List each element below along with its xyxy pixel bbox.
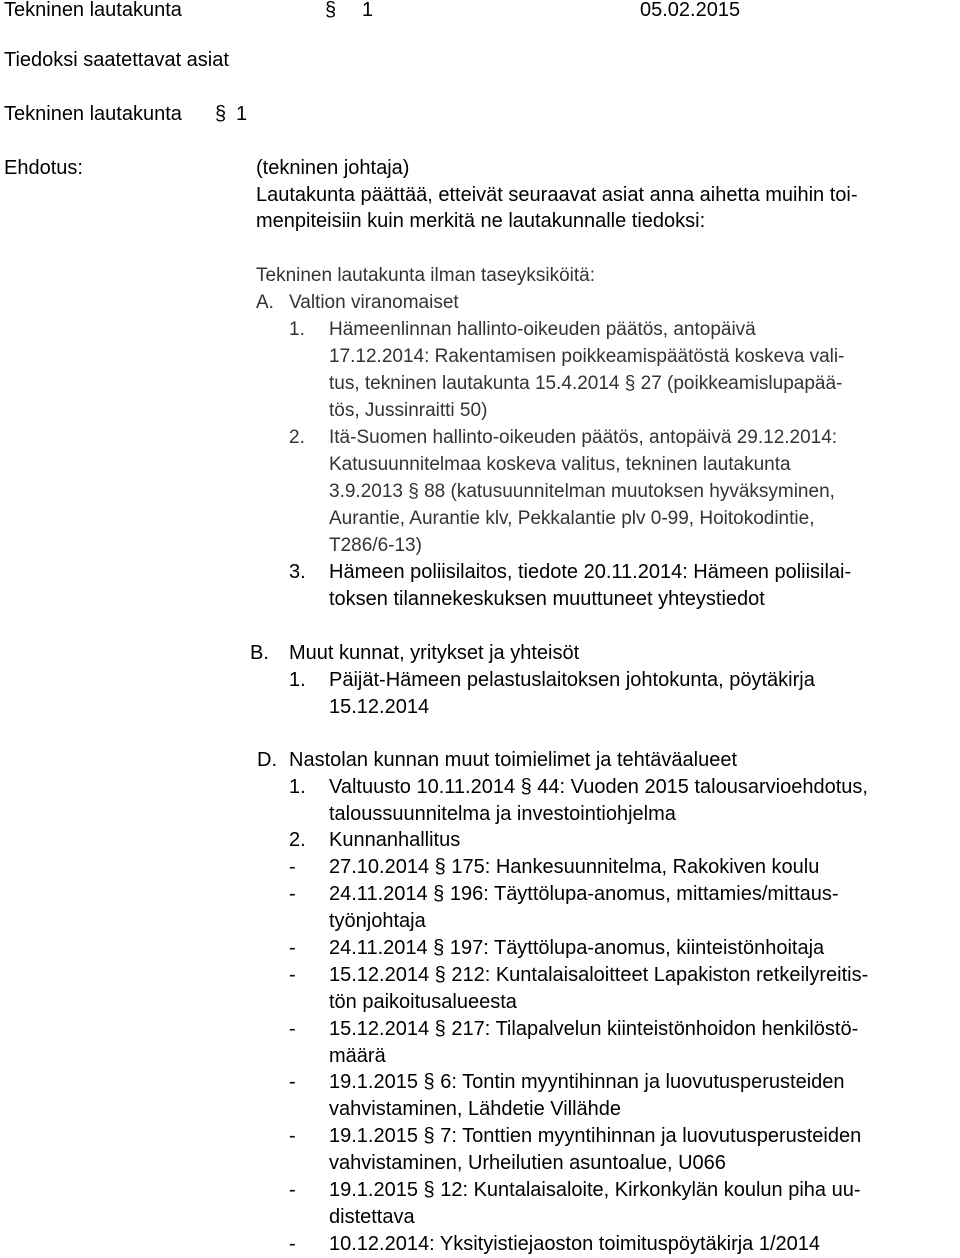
subheading-committee: Tekninen lautakunta xyxy=(4,103,182,125)
list-item-line: 19.1.2015 § 7: Tonttien myyntihinnan ja luovutusperusteiden xyxy=(329,1125,862,1147)
page-heading: Tiedoksi saatettavat asiat xyxy=(4,49,229,71)
proposal-text-line: menpiteisiin kuin merkitä ne lautakunnalle tiedoksi: xyxy=(256,210,706,232)
list-item-marker: - xyxy=(289,937,296,959)
list-item-line: tön paikoitusalueesta xyxy=(329,991,517,1013)
list-item-marker: 2. xyxy=(289,829,306,851)
header-date: 05.02.2015 xyxy=(640,0,741,21)
list-item-line: vahvistaminen, Urheilutien asuntoalue, U066 xyxy=(329,1152,726,1174)
list-item-line: tös, Jussinraitti 50) xyxy=(329,400,488,421)
list-item-line: distettava xyxy=(329,1206,415,1228)
list-item-number: 2. xyxy=(289,427,305,448)
list-item-line: Hämeen poliisilaitos, tiedote 20.11.2014: Hämeen poliisilai- xyxy=(329,561,852,583)
proposal-text-line: Lautakunta päättää, etteivät seuraavat asiat anna aihetta muihin toi- xyxy=(256,184,858,206)
list-item-line: T286/6-13) xyxy=(329,535,422,556)
list-item-line: määrä xyxy=(329,1045,386,1067)
list-item-line: 17.12.2014: Rakentamisen poikkeamispäätöstä koskeva vali- xyxy=(329,346,845,367)
subheading-section-number: 1 xyxy=(236,103,248,125)
header-committee: Tekninen lautakunta xyxy=(4,0,182,21)
list-item-line: 24.11.2014 § 196: Täyttölupa-anomus, mittamies/mittaus- xyxy=(329,883,839,905)
list-item-line: taloussuunnitelma ja investointiohjelma xyxy=(329,803,676,825)
list-item-line: 27.10.2014 § 175: Hankesuunnitelma, Rakokiven koulu xyxy=(329,856,820,878)
list-item-marker: - xyxy=(289,1018,296,1040)
list-item-marker: - xyxy=(289,856,296,878)
list-item-line: Katusuunnitelmaa koskeva valitus, tekninen lautakunta xyxy=(329,454,791,475)
section-d-marker: D. xyxy=(257,749,277,771)
list-item-line: Hämeenlinnan hallinto-oikeuden päätös, antopäivä xyxy=(329,319,756,340)
list-item-marker: - xyxy=(289,883,296,905)
list-item-line: Itä-Suomen hallinto-oikeuden päätös, antopäivä 29.12.2014: xyxy=(329,427,838,448)
list-item-line: vahvistaminen, Lähdetie Villähde xyxy=(329,1098,622,1120)
list-item-line: 3.9.2013 § 88 (katusuunnitelman muutoksen hyväksyminen, xyxy=(329,481,835,502)
list-item-marker: - xyxy=(289,964,296,986)
list-item-marker: 1. xyxy=(289,776,306,798)
list-item-number: 1. xyxy=(289,319,305,340)
header-section-sign: § xyxy=(325,0,337,21)
list-item-line: 15.12.2014 xyxy=(329,696,430,718)
header-section-number: 1 xyxy=(362,0,374,21)
list-item-line: 15.12.2014 § 212: Kuntalaisaloitteet Lapakiston retkeilyreitis- xyxy=(329,964,869,986)
list-item-marker: - xyxy=(289,1071,296,1093)
list-item-marker: - xyxy=(289,1125,296,1147)
list-item-number: 3. xyxy=(289,561,306,583)
list-item-marker: - xyxy=(289,1179,296,1201)
list-item-line: 15.12.2014 § 217: Tilapalvelun kiinteistönhoidon henkilöstö- xyxy=(329,1018,859,1040)
list-item-number: 1. xyxy=(289,669,306,691)
items-intro: Tekninen lautakunta ilman taseyksiköitä: xyxy=(256,265,596,286)
list-item-line: toksen tilannekeskuksen muuttuneet yhteystiedot xyxy=(329,588,765,610)
list-item-line: Kunnanhallitus xyxy=(329,829,461,851)
list-item-line: 19.1.2015 § 6: Tontin myyntihinnan ja luovutusperusteiden xyxy=(329,1071,845,1093)
section-b-marker: B. xyxy=(250,642,269,664)
list-item-marker: - xyxy=(289,1233,296,1255)
list-item-line: työnjohtaja xyxy=(329,910,426,932)
proposal-label: Ehdotus: xyxy=(4,157,83,179)
section-a-title: Valtion viranomaiset xyxy=(289,292,459,313)
proposal-presenter: (tekninen johtaja) xyxy=(256,157,410,179)
list-item-line: 19.1.2015 § 12: Kuntalaisaloite, Kirkonkylän koulun piha uu- xyxy=(329,1179,861,1201)
list-item-line: 24.11.2014 § 197: Täyttölupa-anomus, kiinteistönhoitaja xyxy=(329,937,825,959)
section-a-marker: A. xyxy=(256,292,274,313)
subheading-section-sign: § xyxy=(215,103,227,125)
list-item-line: Valtuusto 10.11.2014 § 44: Vuoden 2015 talousarvioehdotus, xyxy=(329,776,868,798)
list-item-line: Päijät-Hämeen pelastuslaitoksen johtokunta, pöytäkirja xyxy=(329,669,815,691)
section-b-title: Muut kunnat, yritykset ja yhteisöt xyxy=(289,642,580,664)
list-item-line: 10.12.2014: Yksityistiejaoston toimituspöytäkirja 1/2014 xyxy=(329,1233,821,1255)
list-item-line: Aurantie, Aurantie klv, Pekkalantie plv 0-99, Hoitokodintie, xyxy=(329,508,815,529)
list-item-line: tus, tekninen lautakunta 15.4.2014 § 27 (poikkeamislupapää- xyxy=(329,373,843,394)
section-d-title: Nastolan kunnan muut toimielimet ja tehtäväalueet xyxy=(289,749,738,771)
